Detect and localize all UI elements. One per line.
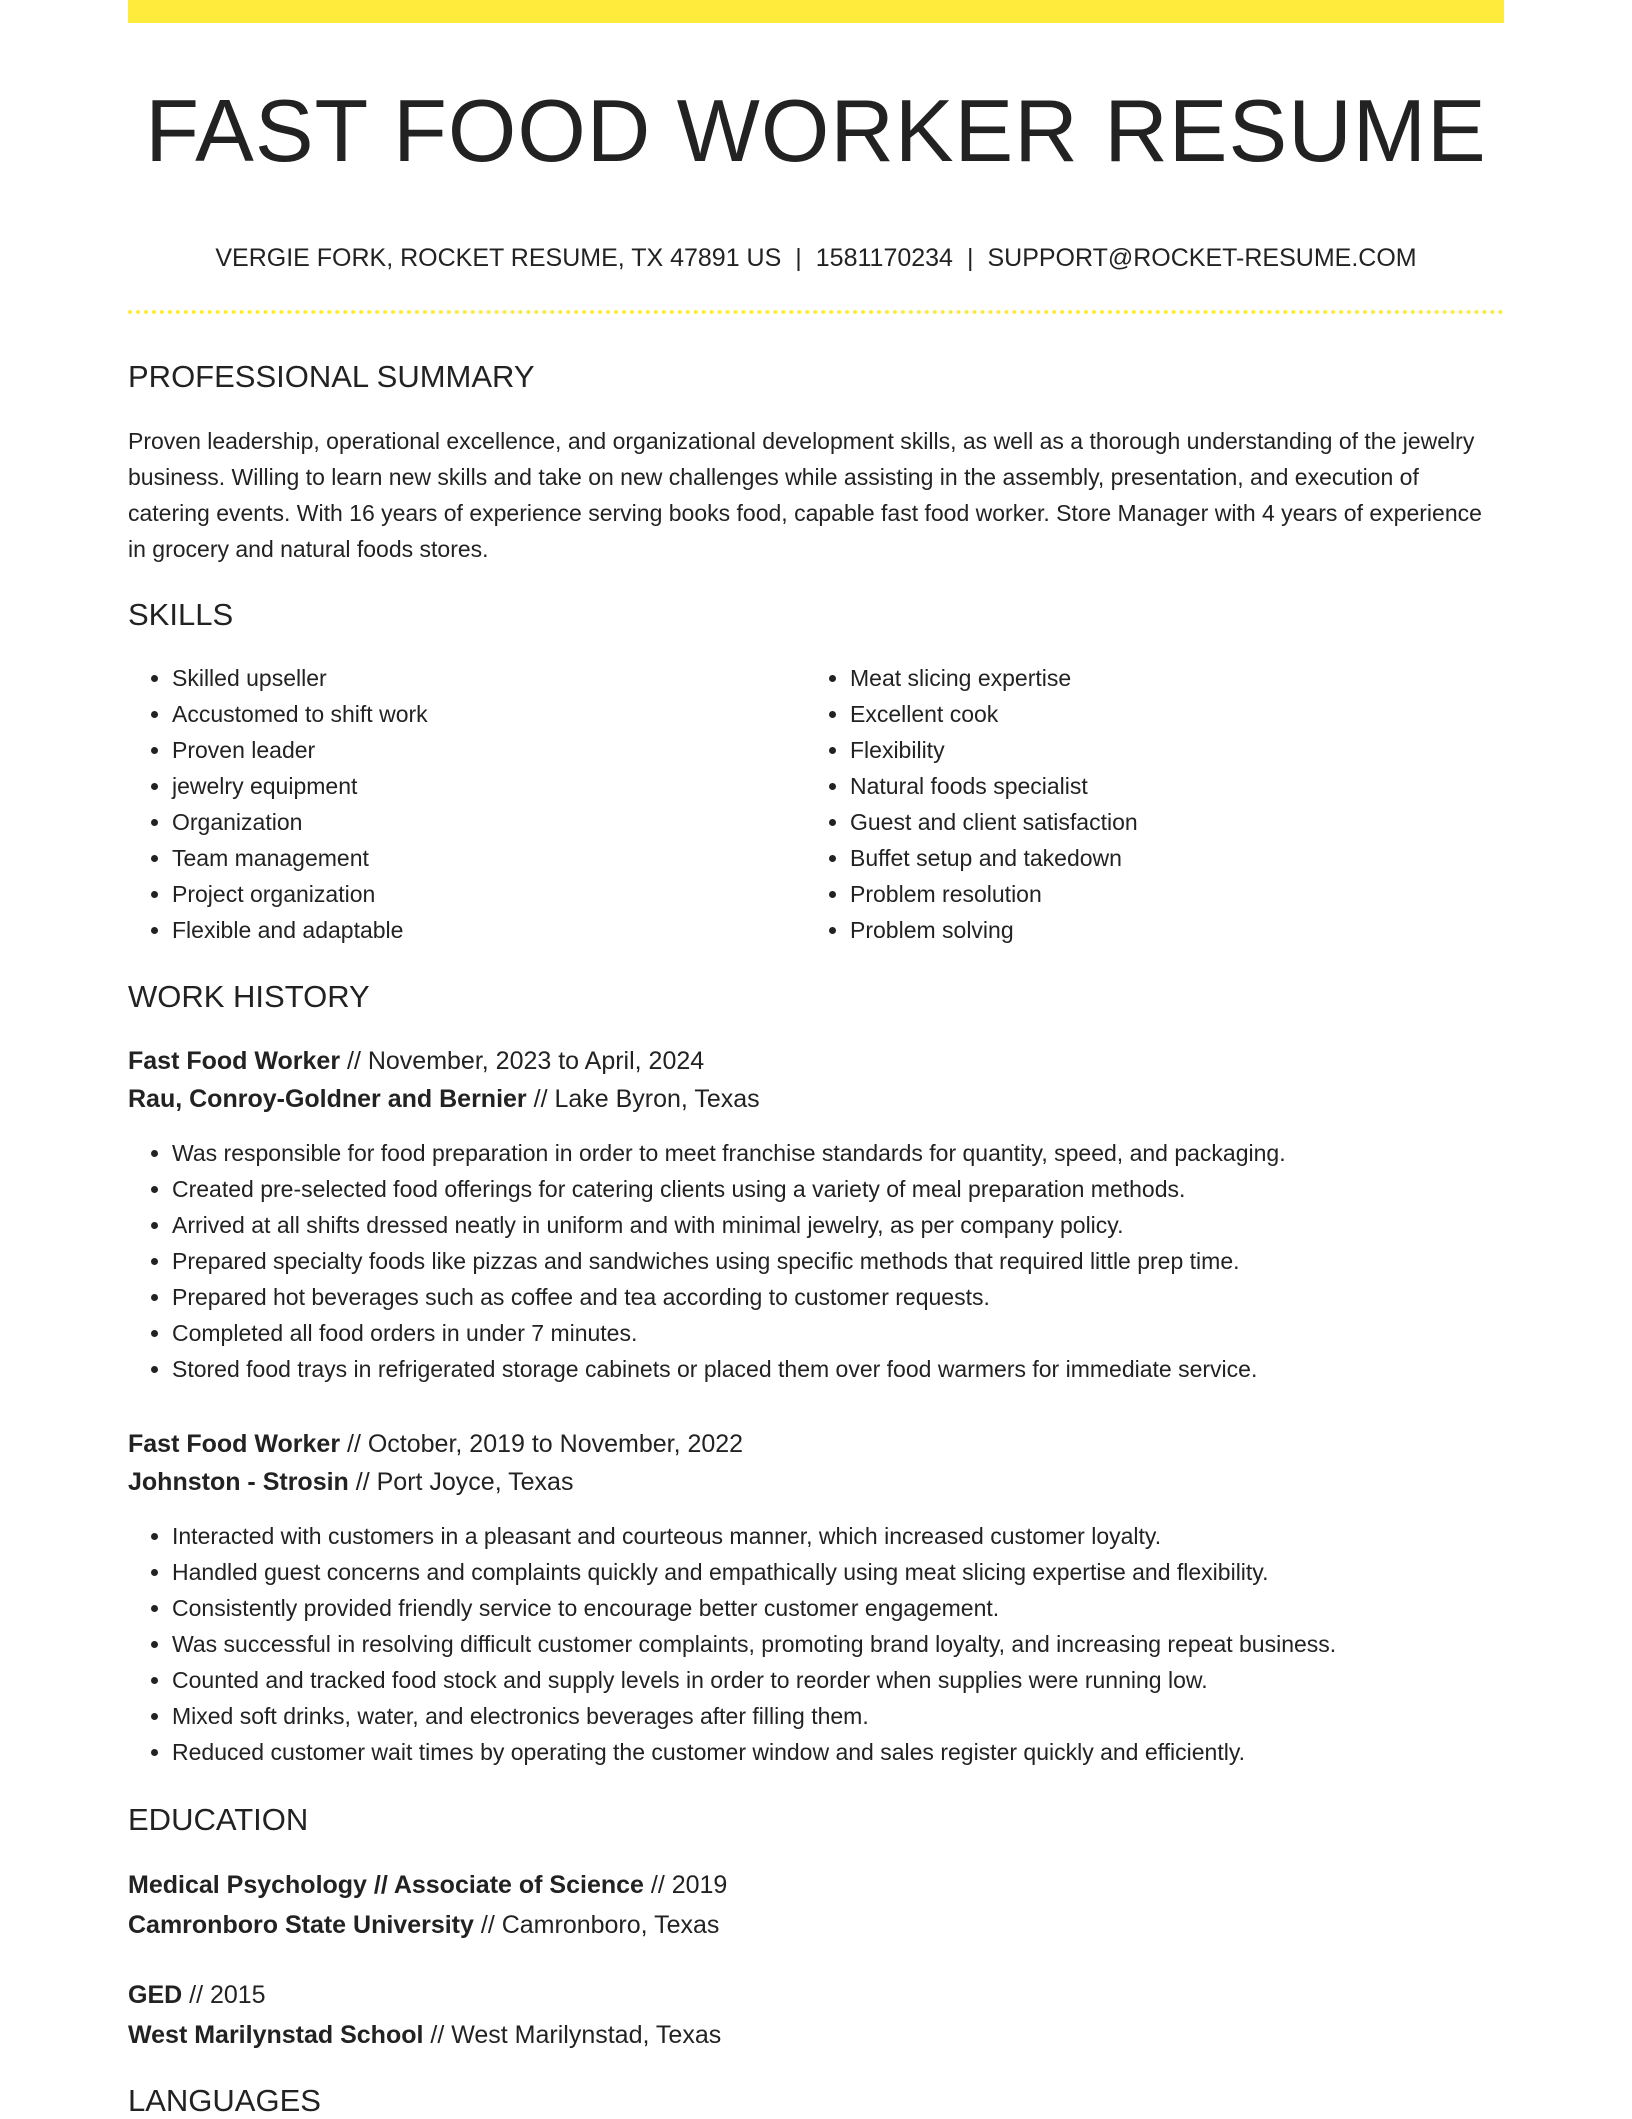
job-duty: • Was successful in resolving difficult customer complaints, promoting brand loyalty, and increasing repeat business. — [172, 1626, 1504, 1662]
contact-separator: | — [795, 244, 802, 272]
education-degree: GED — [128, 1981, 183, 2009]
job-company: Rau, Conroy-Goldner and Bernier — [128, 1085, 527, 1113]
skill-item: • Skilled upseller — [172, 660, 806, 696]
skill-item: • Team management — [172, 840, 806, 876]
job-duty: • Reduced customer wait times by operating the customer window and sales register quickly and efficiently. — [172, 1734, 1504, 1770]
job-dates: // November, 2023 to April, 2024 — [340, 1047, 705, 1075]
job-entry — [128, 1042, 1504, 1387]
skill-item: • Flexibility — [850, 732, 1484, 768]
job-duty: • Mixed soft drinks, water, and electronics beverages after filling them. — [172, 1698, 1504, 1734]
job-title-line — [128, 1425, 1504, 1463]
skill-item: • Flexible and adaptable — [172, 912, 806, 948]
job-entry — [128, 1425, 1504, 1770]
job-title-line — [128, 1042, 1504, 1080]
header-divider — [128, 310, 1504, 314]
contact-line — [128, 243, 1504, 273]
job-duty: • Prepared specialty foods like pizzas and sandwiches using specific methods that required little prep time. — [172, 1243, 1504, 1279]
skills-column-left — [128, 660, 806, 948]
job-duty: • Stored food trays in refrigerated storage cabinets or placed them over food warmers for immediate service. — [172, 1351, 1504, 1387]
skill-item: • Excellent cook — [850, 696, 1484, 732]
skill-item: • jewelry equipment — [172, 768, 806, 804]
section-heading-skills: SKILLS — [128, 597, 234, 632]
contact-email: SUPPORT@ROCKET-RESUME.COM — [987, 244, 1417, 272]
job-duty: • Was responsible for food preparation in order to meet franchise standards for quantity, speed, and packaging. — [172, 1135, 1504, 1171]
education-entry — [128, 1865, 1504, 1945]
job-duties — [128, 1135, 1504, 1387]
resume-page — [128, 0, 1504, 2119]
job-title: Fast Food Worker — [128, 1047, 341, 1075]
education-degree-line — [128, 1865, 1504, 1905]
section-heading-work-history: WORK HISTORY — [128, 979, 370, 1014]
skill-item: • Project organization — [172, 876, 806, 912]
skill-item: • Natural foods specialist — [850, 768, 1484, 804]
summary-text: Proven leadership, operational excellence, and organizational development skills, as well as a thorough understanding of the jewelry business. Willing to learn new skills and take on new challenges while assisting in the assembly, presentation, and execution of catering events. With 16 years of experience serving books food, capable fast food worker. Store Manager with 4 years of experience in grocery and natural foods stores. — [128, 428, 1482, 562]
skill-item: • Meat slicing expertise — [850, 660, 1484, 696]
job-location: // Lake Byron, Texas — [526, 1085, 760, 1113]
education-location: // West Marilynstad, Texas — [423, 2021, 722, 2049]
education-year: // 2019 — [643, 1871, 728, 1899]
job-duties — [128, 1518, 1504, 1770]
contact-address: VERGIE FORK, ROCKET RESUME, TX 47891 US — [215, 244, 782, 272]
skill-item: • Accustomed to shift work — [172, 696, 806, 732]
education-year: // 2015 — [182, 1981, 266, 2009]
education-school: Camronboro State University — [128, 1911, 474, 1939]
section-heading-education: EDUCATION — [128, 1802, 309, 1837]
resume-title: FAST FOOD WORKER RESUME — [145, 81, 1487, 180]
job-duty: • Interacted with customers in a pleasant and courteous manner, which increased customer loyalty. — [172, 1518, 1504, 1554]
skill-item: • Buffet setup and takedown — [850, 840, 1484, 876]
job-dates: // October, 2019 to November, 2022 — [340, 1430, 744, 1458]
job-duty: • Counted and tracked food stock and supply levels in order to reorder when supplies were running low. — [172, 1662, 1504, 1698]
job-company-line — [128, 1080, 1504, 1118]
skill-item: • Problem resolution — [850, 876, 1484, 912]
education-location: // Camronboro, Texas — [473, 1911, 720, 1939]
contact-phone: 1581170234 — [815, 244, 953, 272]
skill-item: • Organization — [172, 804, 806, 840]
job-duty: • Prepared hot beverages such as coffee and tea according to customer requests. — [172, 1279, 1504, 1315]
education-entry — [128, 1975, 1504, 2055]
job-duty: • Created pre-selected food offerings for catering clients using a variety of meal preparation methods. — [172, 1171, 1504, 1207]
education-school: West Marilynstad School — [128, 2021, 424, 2049]
skill-item: • Guest and client satisfaction — [850, 804, 1484, 840]
job-location: // Port Joyce, Texas — [348, 1468, 574, 1496]
job-duty: • Arrived at all shifts dressed neatly in uniform and with minimal jewelry, as per company policy. — [172, 1207, 1504, 1243]
skill-item: • Problem solving — [850, 912, 1484, 948]
job-title: Fast Food Worker — [128, 1430, 341, 1458]
skill-item: • Proven leader — [172, 732, 806, 768]
education-school-line — [128, 1905, 1504, 1945]
contact-separator: | — [966, 244, 974, 272]
job-company: Johnston - Strosin — [128, 1468, 349, 1496]
job-duty: • Consistently provided friendly service to encourage better customer engagement. — [172, 1590, 1504, 1626]
job-company-line — [128, 1463, 1504, 1501]
job-duty: • Completed all food orders in under 7 minutes. — [172, 1315, 1504, 1351]
skills-list — [128, 660, 1504, 948]
education-degree-line — [128, 1975, 1504, 2015]
top-accent-bar — [128, 0, 1504, 23]
education-degree: Medical Psychology // Associate of Science — [128, 1871, 644, 1899]
section-heading-languages: LANGUAGES — [128, 2083, 321, 2118]
job-duty: • Handled guest concerns and complaints quickly and empathically using meat slicing expertise and flexibility. — [172, 1554, 1504, 1590]
section-heading-summary: PROFESSIONAL SUMMARY — [128, 359, 535, 394]
education-school-line — [128, 2015, 1504, 2055]
skills-column-right — [806, 660, 1484, 948]
